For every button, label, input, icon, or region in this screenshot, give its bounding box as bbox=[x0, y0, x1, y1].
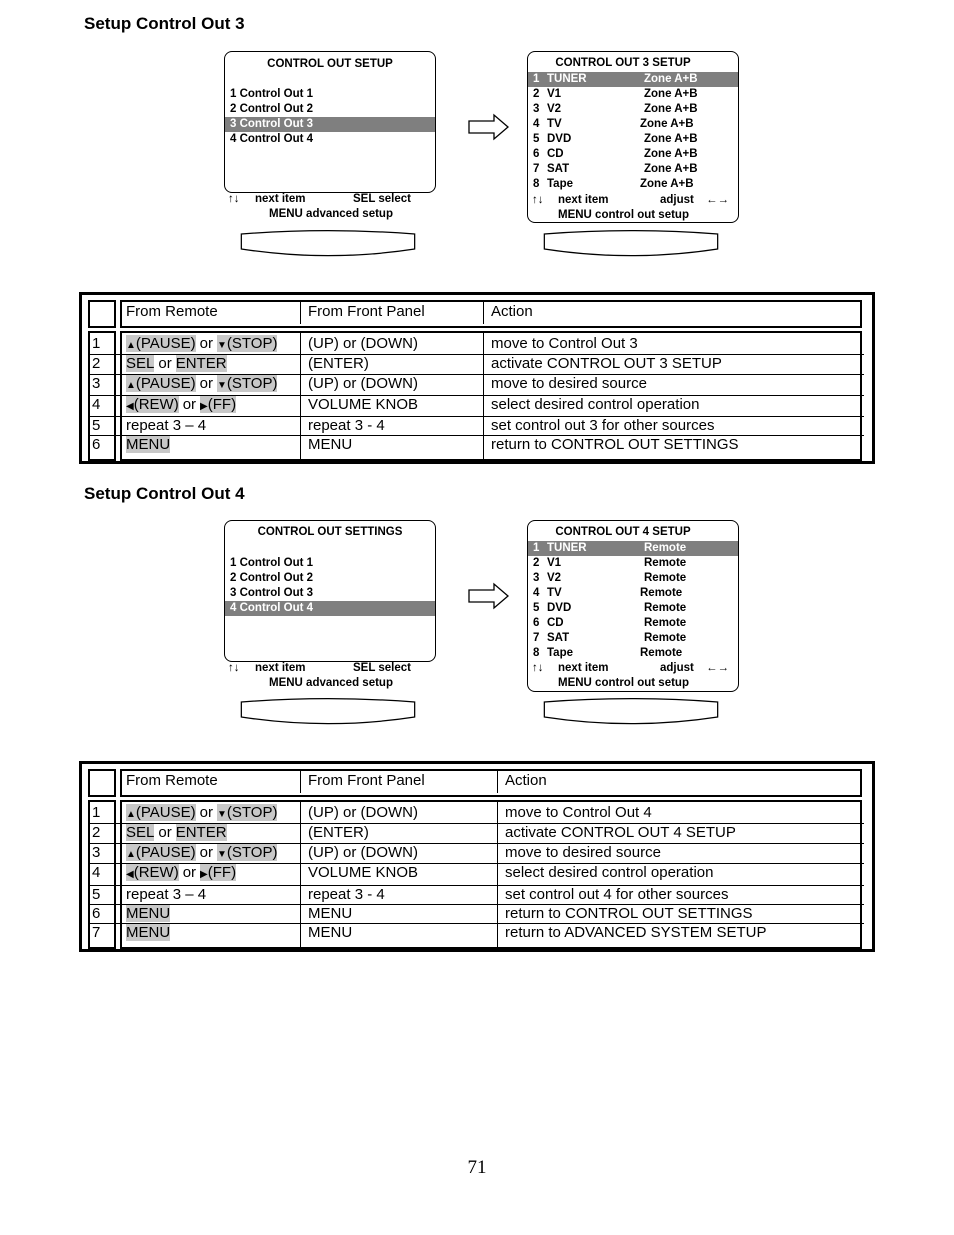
source-val: Remote bbox=[644, 602, 687, 614]
column-divider bbox=[483, 300, 484, 324]
source-val: Remote bbox=[640, 647, 683, 659]
front-panel-cell: (UP) or (DOWN) bbox=[308, 844, 418, 861]
action-cell: move to desired source bbox=[505, 844, 661, 861]
remote-key-label: (STOP) bbox=[226, 375, 278, 392]
source-val: Remote bbox=[644, 542, 687, 554]
action-cell: select desired control operation bbox=[491, 396, 700, 413]
source-row bbox=[528, 162, 738, 177]
action-cell: activate CONTROL OUT 3 SETUP bbox=[491, 355, 722, 372]
step-number: 4 bbox=[92, 864, 101, 881]
source-row bbox=[528, 177, 738, 192]
step-number: 7 bbox=[92, 924, 101, 941]
menu-item: 4 Control Out 4 bbox=[230, 133, 314, 145]
source-val: Remote bbox=[644, 617, 687, 629]
source-src: DVD bbox=[547, 133, 572, 145]
step-number: 1 bbox=[92, 335, 101, 352]
source-val: Remote bbox=[644, 572, 687, 584]
left-triangle-icon: ◀ bbox=[126, 401, 134, 412]
front-panel-cell: VOLUME KNOB bbox=[308, 864, 419, 881]
right-arrow-icon bbox=[468, 113, 510, 141]
column-divider bbox=[497, 769, 498, 793]
front-panel-cell: repeat 3 - 4 bbox=[308, 417, 385, 434]
source-row bbox=[528, 631, 738, 646]
up-down-arrows-icon: ↑↓ bbox=[532, 194, 544, 206]
source-row bbox=[528, 132, 738, 147]
source-row bbox=[528, 556, 738, 571]
action-cell: select desired control operation bbox=[505, 864, 714, 881]
source-val: Zone A+B bbox=[640, 118, 694, 130]
menu-item-selected: 3 Control Out 3 bbox=[230, 118, 314, 130]
remote-button-oval-icon bbox=[526, 229, 736, 259]
column-divider bbox=[300, 769, 301, 793]
from-remote-cell bbox=[126, 436, 170, 454]
source-num: 2 bbox=[533, 88, 540, 100]
menu-item-selected: 4 Control Out 4 bbox=[230, 602, 314, 614]
source-num: 1 bbox=[533, 542, 540, 554]
source-num: 7 bbox=[533, 163, 540, 175]
instruction-table bbox=[79, 292, 875, 464]
step-number: 1 bbox=[92, 804, 101, 821]
screen-footer-nav: next item bbox=[255, 193, 306, 205]
source-row bbox=[528, 571, 738, 586]
source-val: Zone A+B bbox=[640, 178, 694, 190]
header-number-cell bbox=[88, 769, 116, 797]
source-src: V1 bbox=[547, 557, 562, 569]
remote-key-label: repeat 3 – 4 bbox=[126, 417, 207, 434]
menu-item: 3 Control Out 3 bbox=[230, 587, 314, 599]
down-triangle-icon: ▼ bbox=[216, 849, 227, 860]
remote-button-oval-icon bbox=[526, 697, 736, 727]
up-triangle-icon: ▲ bbox=[126, 380, 136, 391]
remote-key-label: (PAUSE) bbox=[135, 375, 196, 392]
source-src: Tape bbox=[547, 647, 573, 659]
source-row bbox=[528, 616, 738, 631]
front-panel-cell: MENU bbox=[308, 905, 353, 922]
up-down-arrows-icon: ↑↓ bbox=[228, 193, 240, 205]
or-text: or bbox=[199, 375, 213, 392]
source-row bbox=[528, 646, 738, 661]
header-row bbox=[120, 769, 862, 797]
source-num: 1 bbox=[533, 73, 540, 85]
column-divider bbox=[483, 331, 484, 461]
screen-footer-menu: MENU advanced setup bbox=[269, 677, 393, 689]
menu-screen-control-out-4-setup bbox=[527, 520, 739, 692]
remote-key-label: (REW) bbox=[133, 864, 179, 881]
source-num: 4 bbox=[533, 118, 540, 130]
down-triangle-icon: ▼ bbox=[216, 809, 227, 820]
right-triangle-icon: ▶ bbox=[200, 401, 208, 412]
or-text: or bbox=[158, 355, 172, 372]
remote-key-label: (FF) bbox=[207, 864, 237, 881]
from-remote-cell bbox=[126, 375, 277, 395]
source-val: Zone A+B bbox=[644, 73, 698, 85]
from-remote-cell bbox=[126, 804, 277, 824]
source-src: TUNER bbox=[547, 542, 587, 554]
section-heading: Setup Control Out 4 bbox=[84, 484, 245, 503]
row-divider bbox=[90, 416, 864, 417]
source-num: 6 bbox=[533, 617, 540, 629]
left-right-arrows-icon: ←→ bbox=[706, 194, 729, 206]
from-remote-cell bbox=[126, 886, 206, 904]
remote-key-label: (STOP) bbox=[226, 804, 278, 821]
remote-key-label: ENTER bbox=[175, 824, 227, 841]
up-down-arrows-icon: ↑↓ bbox=[532, 662, 544, 674]
source-val: Zone A+B bbox=[644, 148, 698, 160]
source-src: DVD bbox=[547, 602, 572, 614]
action-cell: return to CONTROL OUT SETTINGS bbox=[491, 436, 739, 453]
source-src: V2 bbox=[547, 103, 562, 115]
screen-title: CONTROL OUT SETTINGS bbox=[257, 526, 403, 538]
source-src: SAT bbox=[547, 632, 570, 644]
instruction-table bbox=[79, 761, 875, 952]
remote-key-label: (PAUSE) bbox=[135, 804, 196, 821]
menu-item: 2 Control Out 2 bbox=[230, 572, 314, 584]
action-cell: move to desired source bbox=[491, 375, 647, 392]
column-header: From Front Panel bbox=[308, 772, 425, 789]
page-number: 71 bbox=[467, 1157, 487, 1178]
remote-key-label: (REW) bbox=[133, 396, 179, 413]
action-cell: move to Control Out 4 bbox=[505, 804, 652, 821]
screen-footer-nav: next item bbox=[558, 662, 609, 674]
action-cell: move to Control Out 3 bbox=[491, 335, 638, 352]
or-text: or bbox=[199, 804, 213, 821]
source-num: 6 bbox=[533, 148, 540, 160]
step-number: 3 bbox=[92, 375, 101, 392]
from-remote-cell bbox=[126, 824, 227, 842]
front-panel-cell: MENU bbox=[308, 436, 353, 453]
source-num: 3 bbox=[533, 572, 540, 584]
source-val: Zone A+B bbox=[644, 88, 698, 100]
left-right-arrows-icon: ←→ bbox=[706, 662, 729, 674]
remote-key-label: repeat 3 – 4 bbox=[126, 886, 207, 903]
column-divider bbox=[300, 300, 301, 324]
source-row-selected bbox=[528, 72, 738, 87]
front-panel-cell: (UP) or (DOWN) bbox=[308, 335, 418, 352]
source-src: V2 bbox=[547, 572, 562, 584]
front-panel-cell: MENU bbox=[308, 924, 353, 941]
source-num: 3 bbox=[533, 103, 540, 115]
step-number: 5 bbox=[92, 417, 101, 434]
up-triangle-icon: ▲ bbox=[126, 340, 136, 351]
up-triangle-icon: ▲ bbox=[126, 809, 136, 820]
remote-key-label: MENU bbox=[126, 924, 171, 941]
remote-key-label: SEL bbox=[126, 824, 155, 841]
from-remote-cell bbox=[126, 844, 277, 864]
source-val: Remote bbox=[644, 632, 687, 644]
up-down-arrows-icon: ↑↓ bbox=[228, 662, 240, 674]
source-row bbox=[528, 147, 738, 162]
down-triangle-icon: ▼ bbox=[216, 340, 227, 351]
screen-footer-select: SEL select bbox=[353, 193, 411, 205]
right-arrow-icon bbox=[468, 582, 510, 610]
from-remote-cell bbox=[126, 396, 236, 416]
action-cell: set control out 3 for other sources bbox=[491, 417, 715, 434]
front-panel-cell: (ENTER) bbox=[308, 355, 369, 372]
column-header: Action bbox=[491, 303, 533, 320]
down-triangle-icon: ▼ bbox=[216, 380, 227, 391]
source-val: Remote bbox=[640, 587, 683, 599]
source-row bbox=[528, 117, 738, 132]
source-num: 5 bbox=[533, 133, 540, 145]
action-cell: activate CONTROL OUT 4 SETUP bbox=[505, 824, 736, 841]
source-val: Remote bbox=[644, 557, 687, 569]
step-number: 2 bbox=[92, 355, 101, 372]
column-divider bbox=[300, 331, 301, 461]
remote-button-oval-icon bbox=[223, 697, 433, 727]
source-row bbox=[528, 102, 738, 117]
screen-footer-nav: next item bbox=[558, 194, 609, 206]
remote-key-label: SEL bbox=[126, 355, 155, 372]
remote-key-label: MENU bbox=[126, 905, 171, 922]
screen-footer-adjust: adjust bbox=[660, 194, 694, 206]
screen-footer-nav: next item bbox=[255, 662, 306, 674]
column-header: From Remote bbox=[126, 303, 218, 320]
source-num: 8 bbox=[533, 647, 540, 659]
row-divider bbox=[90, 885, 864, 886]
remote-key-label: (STOP) bbox=[226, 335, 278, 352]
source-num: 5 bbox=[533, 602, 540, 614]
action-cell: set control out 4 for other sources bbox=[505, 886, 729, 903]
or-text: or bbox=[158, 824, 172, 841]
up-triangle-icon: ▲ bbox=[126, 849, 136, 860]
screen-footer-adjust: adjust bbox=[660, 662, 694, 674]
menu-screen-control-out-settings bbox=[224, 520, 436, 689]
from-remote-cell bbox=[126, 355, 227, 373]
from-remote-cell bbox=[126, 417, 206, 435]
remote-button-oval-icon bbox=[223, 229, 433, 259]
from-remote-cell bbox=[126, 864, 236, 884]
source-row-selected bbox=[528, 541, 738, 556]
or-text: or bbox=[182, 396, 197, 413]
source-row bbox=[528, 586, 738, 601]
front-panel-cell: (UP) or (DOWN) bbox=[308, 804, 418, 821]
remote-key-label: ENTER bbox=[175, 355, 227, 372]
or-text: or bbox=[182, 864, 197, 881]
source-src: V1 bbox=[547, 88, 562, 100]
from-remote-cell bbox=[126, 924, 170, 942]
screen-title: CONTROL OUT SETUP bbox=[267, 58, 393, 70]
menu-item: 1 Control Out 1 bbox=[230, 557, 314, 569]
screen-footer-menu: MENU control out setup bbox=[558, 677, 689, 689]
source-num: 8 bbox=[533, 178, 540, 190]
front-panel-cell: VOLUME KNOB bbox=[308, 396, 419, 413]
or-text: or bbox=[199, 335, 213, 352]
source-num: 2 bbox=[533, 557, 540, 569]
front-panel-cell: repeat 3 - 4 bbox=[308, 886, 385, 903]
source-src: TUNER bbox=[547, 73, 587, 85]
remote-key-label: (PAUSE) bbox=[135, 844, 196, 861]
source-num: 4 bbox=[533, 587, 540, 599]
source-val: Zone A+B bbox=[644, 133, 698, 145]
step-number: 5 bbox=[92, 886, 101, 903]
header-number-cell bbox=[88, 300, 116, 328]
screen-title: CONTROL OUT 4 SETUP bbox=[555, 526, 691, 538]
action-cell: return to ADVANCED SYSTEM SETUP bbox=[505, 924, 767, 941]
source-val: Zone A+B bbox=[644, 103, 698, 115]
screen-title: CONTROL OUT 3 SETUP bbox=[555, 57, 691, 69]
remote-key-label: (FF) bbox=[207, 396, 237, 413]
source-src: CD bbox=[547, 617, 564, 629]
action-cell: return to CONTROL OUT SETTINGS bbox=[505, 905, 753, 922]
front-panel-cell: (UP) or (DOWN) bbox=[308, 375, 418, 392]
screen-footer-menu: MENU advanced setup bbox=[269, 208, 393, 220]
section-heading: Setup Control Out 3 bbox=[84, 14, 245, 33]
step-number: 2 bbox=[92, 824, 101, 841]
remote-key-label: (PAUSE) bbox=[135, 335, 196, 352]
source-src: TV bbox=[547, 587, 562, 599]
source-val: Zone A+B bbox=[644, 163, 698, 175]
source-src: SAT bbox=[547, 163, 570, 175]
remote-key-label: MENU bbox=[126, 436, 171, 453]
step-number: 4 bbox=[92, 396, 101, 413]
remote-key-label: (STOP) bbox=[226, 844, 278, 861]
front-panel-cell: (ENTER) bbox=[308, 824, 369, 841]
left-triangle-icon: ◀ bbox=[126, 869, 134, 880]
menu-item: 1 Control Out 1 bbox=[230, 88, 314, 100]
source-src: Tape bbox=[547, 178, 573, 190]
screen-footer-menu: MENU control out setup bbox=[558, 209, 689, 221]
or-text: or bbox=[199, 844, 213, 861]
source-row bbox=[528, 87, 738, 102]
source-row bbox=[528, 601, 738, 616]
column-header: From Front Panel bbox=[308, 303, 425, 320]
from-remote-cell bbox=[126, 335, 277, 355]
source-num: 7 bbox=[533, 632, 540, 644]
source-src: TV bbox=[547, 118, 562, 130]
screen-footer-select: SEL select bbox=[353, 662, 411, 674]
step-number: 6 bbox=[92, 905, 101, 922]
step-number: 3 bbox=[92, 844, 101, 861]
column-header: Action bbox=[505, 772, 547, 789]
menu-screen-control-out-setup bbox=[224, 51, 436, 220]
right-triangle-icon: ▶ bbox=[200, 869, 208, 880]
menu-screen-control-out-3-setup bbox=[527, 51, 739, 223]
column-header: From Remote bbox=[126, 772, 218, 789]
from-remote-cell bbox=[126, 905, 170, 923]
step-number: 6 bbox=[92, 436, 101, 453]
menu-item: 2 Control Out 2 bbox=[230, 103, 314, 115]
row-divider bbox=[90, 435, 864, 436]
source-src: CD bbox=[547, 148, 564, 160]
